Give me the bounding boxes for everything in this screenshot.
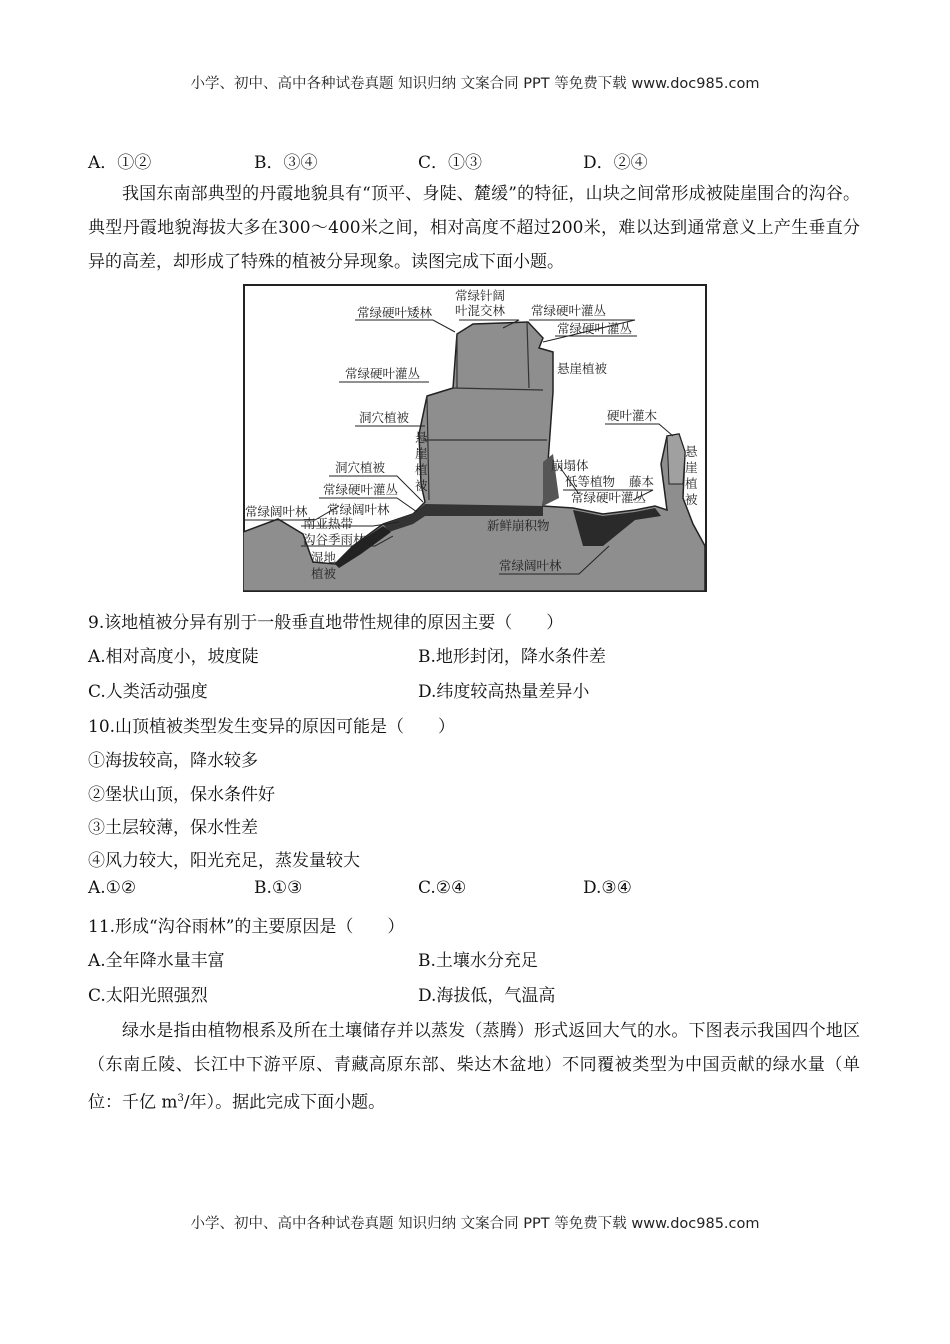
q8-option-a: A．①② (88, 153, 152, 173)
q8-option-d: D．②④ (583, 153, 648, 173)
q10-item-2: ②堡状山顶，保水条件好 (88, 785, 275, 805)
label-sclerophyll-shrub-right-low: 常绿硬叶灌丛 (571, 490, 647, 505)
q11-options-row1 (88, 946, 868, 970)
label-evergreen-mixed-1: 常绿针阔 (455, 288, 506, 303)
q10-option-d: D.③④ (583, 878, 632, 898)
q9-option-c: C.人类活动强度 (88, 682, 208, 702)
label-sclerophyll-shrub-top: 常绿硬叶灌丛 (531, 303, 607, 318)
q8-option-c: C．①③ (418, 153, 483, 173)
label-fresh-colluvium: 新鲜崩积物 (487, 518, 550, 533)
label-right-cliff-veg-2: 崖 (685, 460, 698, 475)
label-sclerophyll-shrubs: 硬叶灌木 (607, 408, 658, 423)
q11-option-a: A.全年降水量丰富 (88, 951, 225, 971)
green-water-text-2: /年）。据此完成下面小题。 (183, 1092, 386, 1113)
label-cave-vegetation-lower: 洞穴植被 (335, 460, 386, 475)
label-lower-plants: 低等植物 (565, 474, 616, 489)
q10-stem: 10.山顶植被类型发生变异的原因可能是（ ） (88, 717, 456, 737)
label-valley-monsoon-forest: 沟谷季雨林 (303, 532, 366, 547)
label-cliff-vegetation: 悬崖植被 (557, 361, 608, 376)
q9-options-row1 (88, 642, 868, 666)
q9-option-a: A.相对高度小，坡度陡 (88, 647, 259, 667)
q11-option-d: D.海拔低，气温高 (418, 986, 556, 1006)
label-cliff-veg-vertical-1: 悬 (415, 430, 428, 445)
label-right-cliff-veg-3: 植 (685, 476, 698, 491)
q11-option-c: C.太阳光照强烈 (88, 986, 208, 1006)
q10-option-b: B.①③ (254, 878, 303, 898)
label-sclerophyll-shrub-right: 常绿硬叶灌丛 (557, 321, 633, 336)
q9-stem: 9.该地植被分异有别于一般垂直地带性规律的原因主要（ ） (88, 613, 564, 633)
label-cliff-veg-vertical-3: 植 (415, 462, 428, 477)
label-right-cliff-veg-4: 被 (685, 492, 698, 507)
q10-item-3: ③土层较薄，保水性差 (88, 818, 258, 838)
label-broadleaf-left: 常绿阔叶林 (245, 504, 308, 519)
label-cliff-veg-vertical-4: 被 (415, 478, 428, 493)
label-wetland: 湿地 (311, 550, 337, 565)
q10-option-c: C.②④ (418, 878, 467, 898)
danxia-profile-diagram (243, 284, 707, 592)
label-broadleaf-mid: 常绿阔叶林 (327, 502, 390, 517)
label-right-cliff-veg-1: 悬 (685, 444, 698, 459)
danxia-vegetation-figure (243, 284, 707, 592)
label-broadleaf-bottom: 常绿阔叶林 (499, 558, 562, 573)
label-evergreen-mixed-2: 叶混交林 (455, 303, 506, 318)
label-wetland-vegetation: 植被 (311, 566, 337, 581)
q8-option-b: B．③④ (254, 153, 318, 173)
label-sclerophyll-shrub-mid: 常绿硬叶灌丛 (345, 366, 421, 381)
q10-item-4: ④风力较大，阳光充足，蒸发量较大 (88, 851, 360, 871)
q9-options-row2 (88, 677, 868, 701)
label-cave-vegetation-upper: 洞穴植被 (359, 410, 410, 425)
unit-superscript: 3 (177, 1093, 184, 1104)
intro-paragraph-danxia: 我国东南部典型的丹霞地貌具有“顶平、身陡、麓缓”的特征，山块之间常形成被陡崖围合的沟谷。典型丹霞地貌海拔大多在300～400米之间，相对高度不超过200米，难以达到通常意义上产生垂直分异的高差，却形成了特殊的植被分异现象。读图完成下面小题。 (88, 184, 860, 272)
label-vines: 藤本 (629, 474, 655, 489)
q11-options-row2 (88, 981, 868, 1005)
label-cliff-veg-vertical-2: 崖 (415, 446, 428, 461)
page-footer: 小学、初中、高中各种试卷真题 知识归纳 文案合同 PPT 等免费下载 www.doc985.com (190, 1216, 760, 1232)
page-header: 小学、初中、高中各种试卷真题 知识归纳 文案合同 PPT 等免费下载 www.doc985.com (190, 76, 760, 92)
label-south-subtropical: 南亚热带 (303, 516, 354, 531)
q10-item-1: ①海拔较高，降水较多 (88, 751, 258, 771)
q9-option-b: B.地形封闭，降水条件差 (418, 647, 606, 667)
label-collapse-body: 崩塌体 (551, 458, 589, 473)
q11-option-b: B.土壤水分充足 (418, 951, 538, 971)
q9-option-d: D.纬度较高热量差异小 (418, 682, 590, 702)
green-water-text-1: 绿水是指由植物根系及所在土壤储存并以蒸发（蒸腾）形式返回大气的水。下图表示我国四个地区（东南丘陵、长江中下游平原、青藏高原东部、柴达木盆地）不同覆被类型为中国贡献的绿水量（单位：千亿 m (88, 1021, 860, 1113)
intro-paragraph-green-water (88, 1014, 860, 1120)
q11-stem: 11.形成“沟谷雨林”的主要原因是（ ） (88, 917, 405, 937)
label-sclerophyll-dwarf-forest: 常绿硬叶矮林 (357, 305, 433, 320)
label-sclerophyll-shrub-left: 常绿硬叶灌丛 (323, 482, 399, 497)
q10-option-a: A.①② (88, 878, 137, 898)
